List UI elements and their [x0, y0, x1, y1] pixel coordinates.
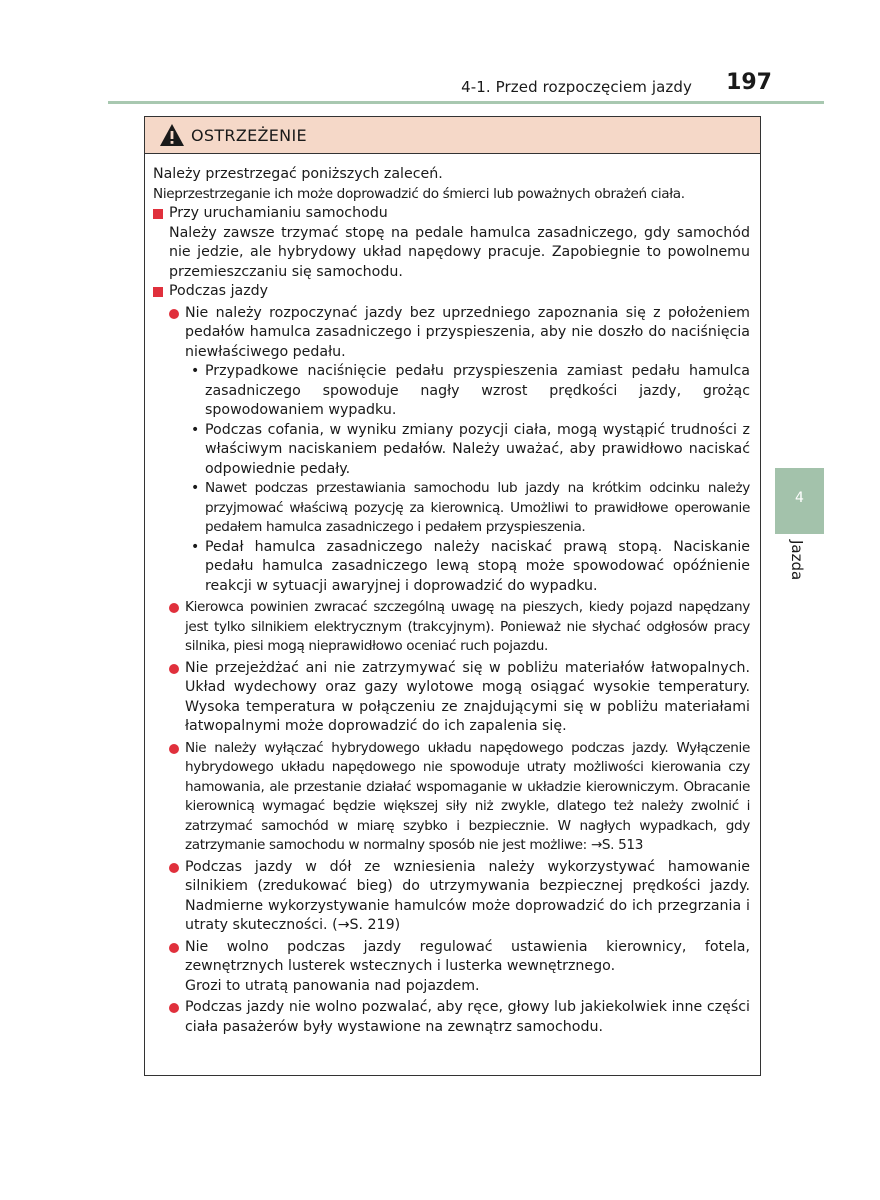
bullet-icon: •	[191, 480, 199, 496]
intro-line: Nieprzestrzeganie ich może doprowadzić do śmierci lub poważnych obrażeń ciała.	[153, 185, 685, 202]
warning-triangle-icon	[159, 123, 185, 147]
intro-line: Należy przestrzegać poniższych zaleceń.	[153, 166, 443, 182]
bullet-icon: •	[191, 363, 200, 379]
list-item: Podczas jazdy nie wolno pozwalać, aby ręce, głowy lub jakiekolwiek inne części ciała pasażerów były wystawione na zewnątrz samochodu.	[153, 998, 750, 1037]
circle-bullet-icon	[169, 1003, 179, 1013]
circle-bullet-icon	[169, 309, 179, 319]
chapter-label: Jazda	[788, 540, 806, 581]
section-text: Należy zawsze trzymać stopę na pedale hamulca zasadniczego, gdy samochód nie jedzie, ale hybrydowy układ napędowy pracuje. Zapobiegnie to powolnemu przemieszczaniu się samochodu.	[169, 224, 750, 280]
square-bullet-icon	[153, 209, 163, 219]
list-item: Nie należy rozpoczynać jazdy bez uprzedniego zapoznania się z położeniem pedałów hamulca zasadniczego i przyspieszenia, aby nie doszło do naciśnięcia niewłaściwego pedału.	[153, 304, 750, 363]
list-item: Nie wolno podczas jazdy regulować ustawienia kierownicy, fotela, zewnętrznych lusterek wstecznych i lusterka wewnętrznego. Grozi to utratą panowania nad pojazdem.	[153, 938, 750, 997]
sub-list-item: • Nawet podczas przestawiania samochodu lub jazdy na krótkim odcinku należy przyjmować właściwą pozycję za kierownicą. Umożliwi to prawidłowe operowanie pedałem hamulca zasadniczego i pedałem przyspieszenia.	[191, 480, 750, 535]
list-item: Nie należy wyłączać hybrydowego układu napędowego podczas jazdy. Wyłączenie hybrydowego układu napędowego nie spowoduje utraty możliwości kierowania czy hamowania, ale przestanie działać wspomaganie w układzie kierowniczym. Obracanie kierownicą wymagać będzie większej siły niż zwykle, dlatego też należy zwolnić i zatrzymać samochód w miarę szybko i bezpiecznie. W nagłych wypadkach, gdy zatrzymanie samochodu w normalny sposób nie jest możliwe: →S. 513	[153, 739, 750, 856]
circle-bullet-icon	[169, 943, 179, 953]
square-bullet-icon	[153, 287, 163, 297]
section-title: 4-1. Przed rozpoczęciem jazdy	[461, 78, 692, 96]
list-item: Kierowca powinien zwracać szczególną uwagę na pieszych, kiedy pojazd napędzany jest tylko silnikiem elektrycznym (trakcyjnym). Ponieważ nie słychać odgłosów pracy silnika, piesi mogą nieprawidłowo oceniać ruch pojazdu.	[153, 598, 750, 657]
circle-bullet-icon	[169, 603, 179, 613]
sub-list-item: • Pedał hamulca zasadniczego należy naciskać prawą stopą. Naciskanie pedału hamulca zasadniczego lewą stopą może spowodować opóźnienie reakcji w sytuacji awaryjnej i doprowadzić do wypadku.	[191, 538, 750, 594]
section-heading: Podczas jazdy	[153, 282, 750, 302]
list-item: Podczas jazdy w dół ze wzniesienia należy wykorzystywać hamowanie silnikiem (zredukować bieg) do utrzymywania bezpiecznej prędkości jazdy. Nadmierne wykorzystywanie hamulców może doprowadzić do ich przegrzania i utraty skuteczności. (→S. 219)	[153, 858, 750, 936]
list-item: Nie przejeżdżać ani nie zatrzymywać się w pobliżu materiałów łatwopalnych. Układ wydechowy oraz gazy wylotowe mogą osiągać wysokie temperatury. Wysoka temperatura w połączeniu ze znajdującymi się w pobliżu materiałami łatwopalnymi może doprowadzić do ich zapalenia się.	[153, 659, 750, 737]
section-heading: Przy uruchamianiu samochodu	[153, 204, 750, 224]
page-header	[108, 68, 772, 100]
header-rule	[108, 101, 824, 104]
bullet-icon: •	[191, 538, 200, 555]
sub-list-item: • Podczas cofania, w wyniku zmiany pozycji ciała, mogą wystąpić trudności z właściwym naciskaniem pedałów. Należy uważać, aby prawidłowo naciskać odpowiednie pedały.	[191, 421, 750, 477]
page-number: 197	[726, 70, 772, 95]
warning-body	[153, 165, 750, 1037]
list-item-extra: Grozi to utratą panowania nad pojazdem.	[185, 977, 480, 994]
bullet-icon: •	[191, 421, 200, 438]
circle-bullet-icon	[169, 863, 179, 873]
sub-list-item: • Przypadkowe naciśnięcie pedału przyspieszenia zamiast pedału hamulca zasadniczego spowoduje nagły wzrost prędkości jazdy, grożąc spowodowaniem wypadku.	[191, 363, 750, 418]
circle-bullet-icon	[169, 664, 179, 674]
chapter-number: 4	[795, 490, 804, 506]
chapter-tab[interactable]	[775, 468, 824, 534]
warning-title: OSTRZEŻENIE	[191, 126, 307, 145]
circle-bullet-icon	[169, 744, 179, 754]
warning-header	[145, 117, 760, 154]
warning-box	[144, 116, 761, 1076]
